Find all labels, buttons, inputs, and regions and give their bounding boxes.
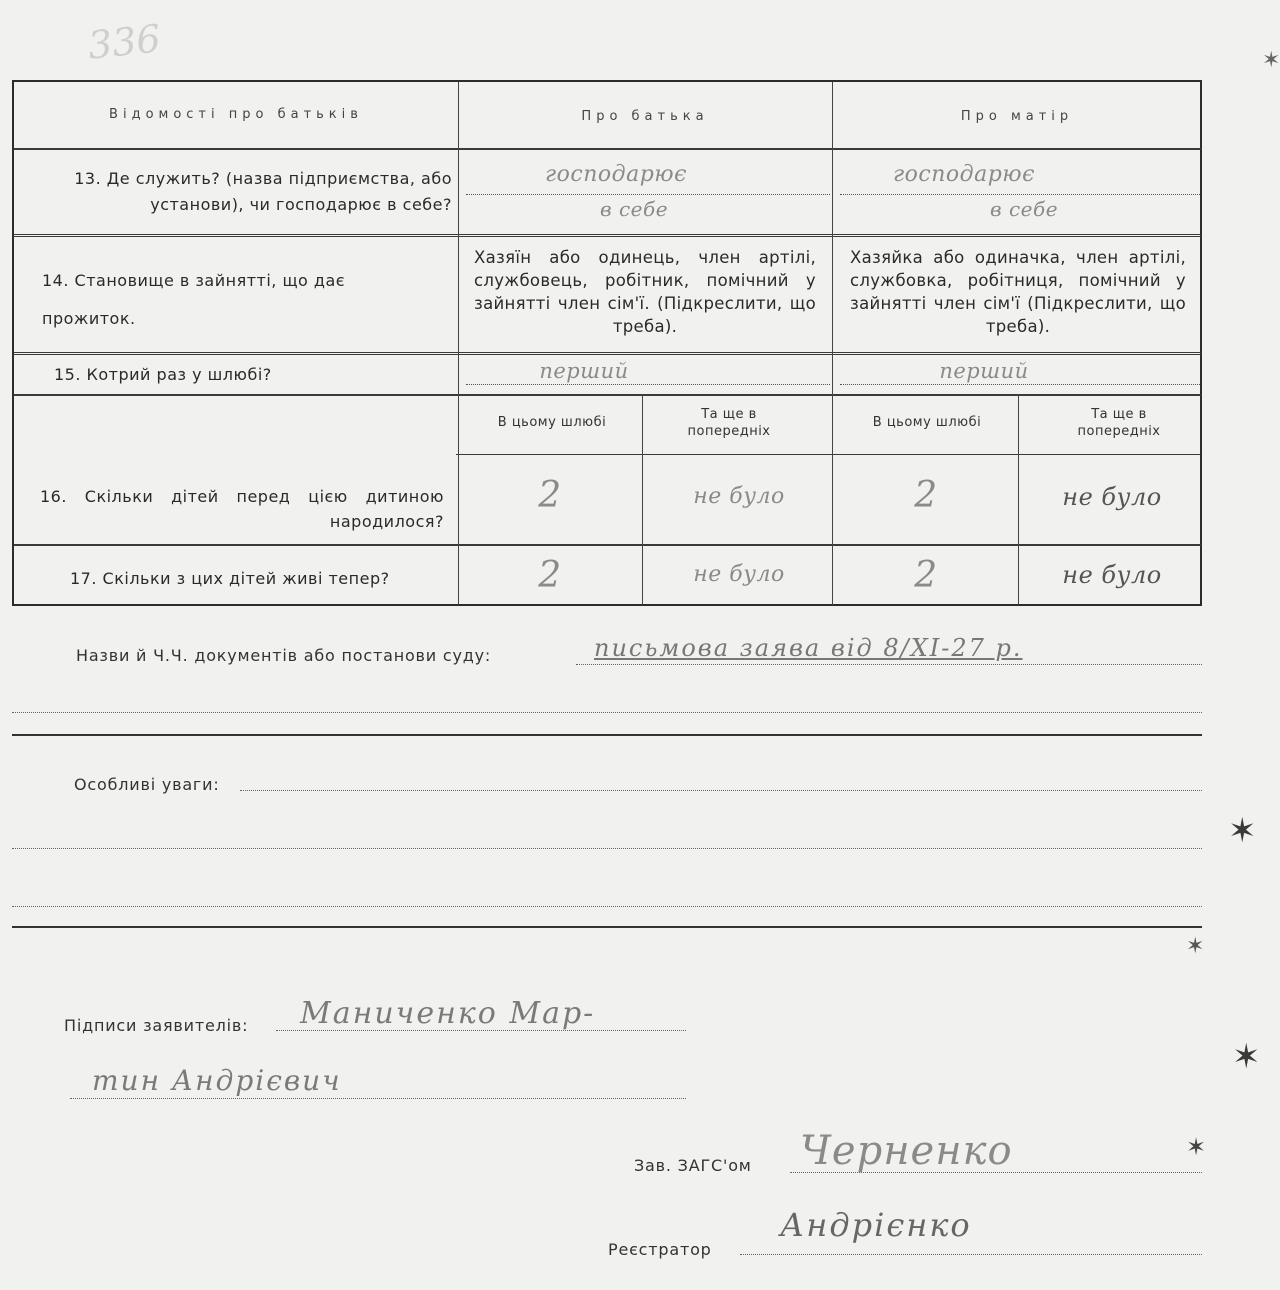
row13-father-line2: в себе [599,197,669,221]
documents-value: письмова заява від 8/XI-27 р. [594,634,1023,662]
row13-mother-line1: господарює [893,162,1035,187]
row16-subheader-rule [456,454,1201,455]
row13-question: 13. Де служить? (назва підприємства, або установи), чи господарює в себе? [74,169,452,214]
applicants-signature-line1: Маниченко Мар- [300,996,596,1031]
row13-mother-line2: в себе [989,197,1059,221]
row15-father-dotted [466,384,830,385]
row16-father-prev: не було [693,484,785,509]
remarks-separator [12,926,1202,928]
subheader-father-previous: Та ще в попередніх [687,407,771,439]
registrar-dotted-line [740,1254,1202,1255]
row15-bottom-rule [14,394,1201,396]
row13-mother-dotted [840,194,1200,195]
ink-spot-1: ✶ [1228,811,1257,851]
row17-father-prev: не було [693,562,785,587]
header-bottom-rule [14,148,1201,150]
applicants-label: Підписи заявителів: [64,1016,249,1035]
ink-spot-3: ✶ [1232,1037,1261,1077]
row17-mother-this: 2 [914,555,938,596]
row16-mother-this: 2 [914,475,938,516]
row14-father-options: Хазяїн або одинець, член артілі, службовець, робітник, помічний у зайнятті член сім'ї. (Підкреслити, що треба). [474,248,816,336]
header-mother: Про матір [960,109,1074,124]
col-divider-left [458,82,459,605]
header-father: Про батька [581,109,709,124]
ink-spot-5: ✶ [1262,48,1280,73]
subheader-mother-previous: Та ще в попередніх [1077,407,1161,439]
parents-info-table [12,80,1202,606]
row16-mother-prev: не було [1062,483,1162,511]
row15-father-answer: перший [539,359,629,383]
registrar-signature: Андрієнко [780,1206,972,1244]
head-dotted-line [790,1172,1202,1173]
documents-separator [12,734,1202,736]
col-divider-mid [832,82,833,605]
row15-mother-dotted [840,384,1200,385]
father-sub-divider [642,394,643,605]
applicants-dotted-line-1 [276,1030,686,1031]
row17-question: 17. Скільки з цих дітей живі тепер? [70,569,390,588]
row15-mother-answer: перший [939,359,1029,383]
page-number: 336 [85,16,163,68]
header-info: Відомості про батьків [109,107,363,122]
row17-father-this: 2 [538,555,562,596]
mother-sub-divider [1018,394,1019,605]
remarks-dotted-line-1 [240,790,1202,791]
subheader-mother-this-marriage: В цьому шлюбі [872,415,982,430]
ink-spot-2: ✶ [1186,934,1205,959]
row14-mother-options: Хазяйка або одиначка, член артілі, службовка, робітниця, помічний у зайнятті член сім'ї (Підкреслити, що треба). [850,248,1186,336]
ink-spot-4: ✶ [1186,1133,1207,1161]
row16-bottom-rule [14,544,1201,546]
row13-father-dotted [466,194,830,195]
row16-question: 16. Скільки дітей перед цією дитиною народилося? [40,487,444,531]
row13-bottom-rule [14,234,1201,237]
row16-father-this: 2 [538,475,562,516]
head-label: Зав. ЗАГС'ом [634,1156,752,1175]
registrar-label: Реєстратор [608,1240,712,1259]
applicants-signature-line2: тин Андрієвич [92,1064,342,1097]
subheader-father-this-marriage: В цьому шлюбі [497,415,607,430]
documents-label: Назви й Ч.Ч. документів або постанови суду: [76,646,492,665]
documents-dotted-line-1 [576,664,1202,665]
row14-bottom-rule [14,352,1201,355]
row17-mother-prev: не було [1062,561,1162,589]
remarks-dotted-line-3 [12,906,1202,907]
row14-question: 14. Становище в зайнятті, що дає прожиток. [42,271,346,328]
row15-question: 15. Котрий раз у шлюбі? [54,365,272,384]
head-signature: Черненко [800,1128,1013,1174]
remarks-dotted-line-2 [12,848,1202,849]
remarks-label: Особливі уваги: [74,775,220,794]
row13-father-line1: господарює [545,162,687,187]
documents-dotted-line-2 [12,712,1202,713]
applicants-dotted-line-2 [70,1098,686,1099]
